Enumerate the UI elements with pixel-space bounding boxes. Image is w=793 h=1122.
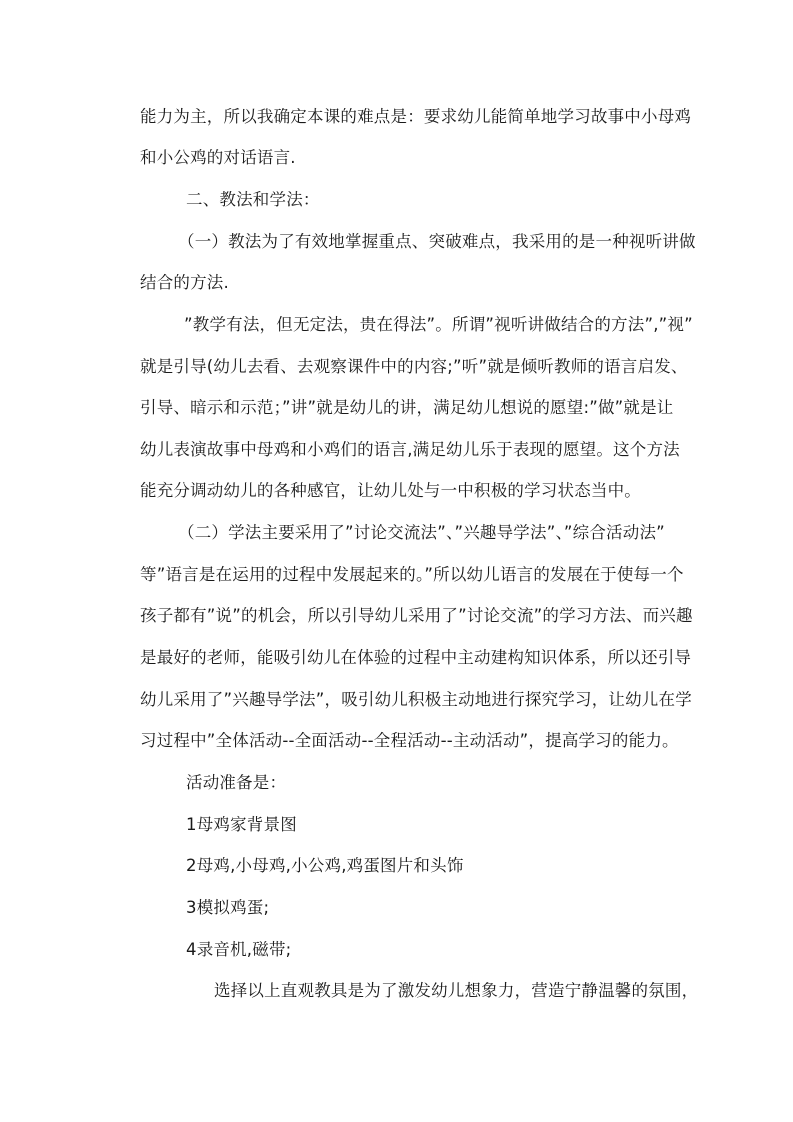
list-item: 1母鸡家背景图 [186, 815, 297, 834]
list-item: 2母鸡,小母鸡,小公鸡,鸡蛋图片和头饰 [186, 856, 464, 875]
paragraph-line: （二）学法主要采用了”讨论交流法”、”兴趣导学法”、”综合活动法” [178, 523, 665, 542]
paragraph-line: （一）教法为了有效地掌握重点、突破难点，我采用的是一种视听讲做 [178, 232, 696, 251]
paragraph-line: 引导、暗示和示范；”讲”就是幼儿的讲，满足幼儿想说的愿望:”做”就是让 [140, 398, 674, 417]
paragraph-line: ”教学有法，但无定法，贵在得法”。所谓”视听讲做结合的方法”,”视” [184, 315, 693, 334]
paragraph-line: 能充分调动幼儿的各种感官，让幼儿处与一中积极的学习状态当中。 [140, 481, 641, 500]
paragraph-line: 幼儿表演故事中母鸡和小鸡们的语言,满足幼儿乐于表现的愿望。这个方法 [140, 440, 680, 459]
list-item: 4录音机,磁带; [186, 940, 292, 959]
paragraph-line: 就是引导(幼儿去看、去观察课件中的内容;”听”就是倾听教师的语言启发、 [140, 357, 688, 376]
paragraph-line: 能力为主，所以我确定本课的难点是：要求幼儿能简单地学习故事中小母鸡 [140, 107, 692, 126]
paragraph-line: 孩子都有”说”的机会，所以引导幼儿采用了”讨论交流”的学习方法、而兴趣 [140, 606, 693, 625]
list-item: 3模拟鸡蛋; [186, 898, 270, 917]
paragraph-line: 习过程中”全体活动--全面活动--全程活动--主动活动”，提高学习的能力。 [140, 731, 679, 750]
paragraph-line: 幼儿采用了”兴趣导学法”，吸引幼儿积极主动地进行探究学习，让幼儿在学 [140, 690, 692, 709]
section-heading: 活动准备是： [186, 773, 287, 792]
paragraph-line: 和小公鸡的对话语言. [140, 148, 296, 167]
paragraph-line: 结合的方法. [140, 273, 229, 292]
paragraph-line: 是最好的老师，能吸引幼儿在体验的过程中主动建构知识体系，所以还引导 [140, 648, 692, 667]
paragraph-line: 等”语言是在运用的过程中发展起来的。”所以幼儿语言的发展在于使每一个 [140, 565, 684, 584]
paragraph-line: 选择以上直观教具是为了激发幼儿想象力，营造宁静温馨的氛围， [214, 981, 699, 1000]
section-heading: 二、教法和学法： [186, 190, 320, 209]
